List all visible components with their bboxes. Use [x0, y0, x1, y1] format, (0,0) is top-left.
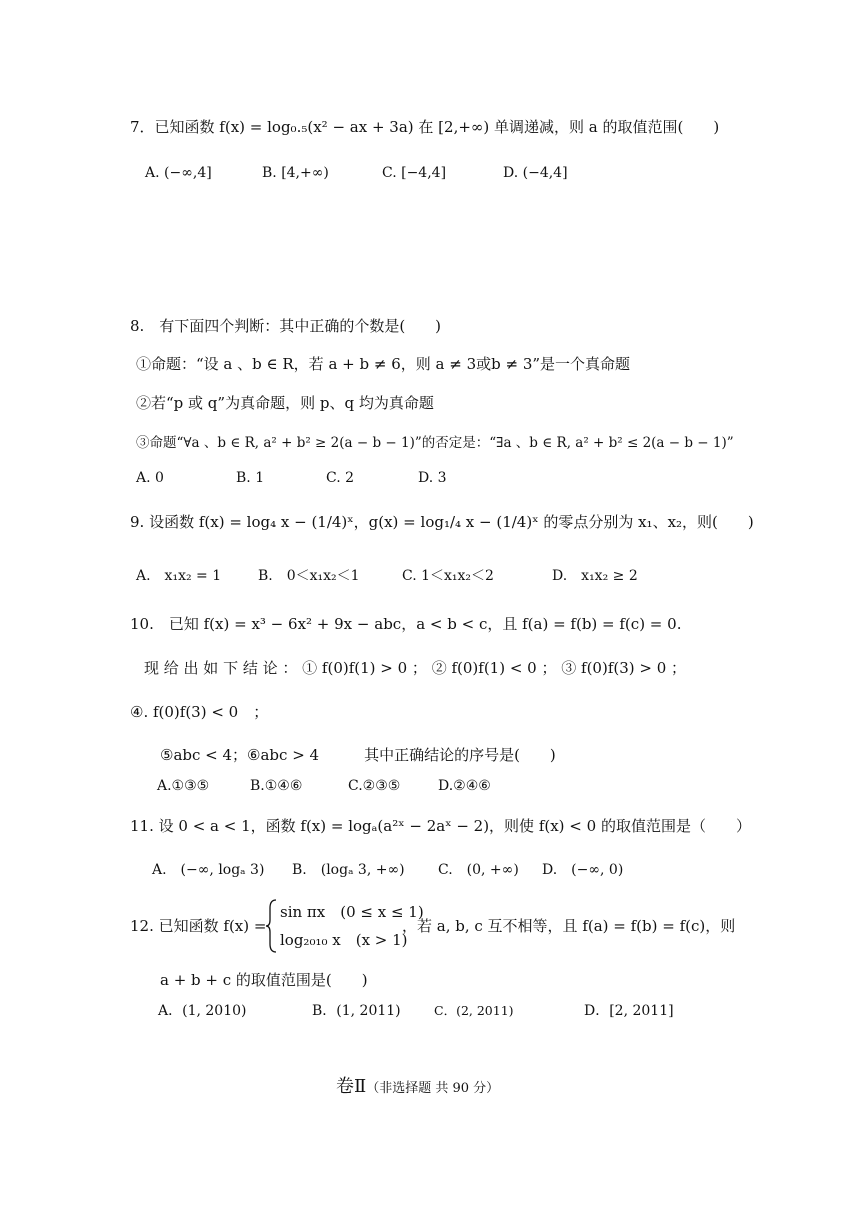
q12-line-2: a + b + c 的取值范围是( ) — [160, 971, 368, 989]
q10-conclusions-line2: ④. f(0)f(3) < 0 ； — [130, 703, 269, 721]
q8-item-1: ①命题：“设 a 、b ∈ R，若 a + b ≠ 6，则 a ≠ 3或b ≠ 3”是一个真命题 — [136, 355, 631, 373]
q10-option-d: D.②④⑥ — [438, 778, 491, 794]
q11-option-b: B. (logₐ 3, +∞) — [292, 862, 405, 878]
q7-option-c: C. [−4,4] — [382, 165, 447, 181]
q11-stem: 11. 设 0 < a < 1，函数 f(x) = logₐ(a²ˣ − 2aˣ − 2)，则使 f(x) < 0 的取值范围是（ ） — [130, 817, 751, 835]
q12-case-2: log₂₀₁₀ x (x > 1) — [280, 931, 408, 949]
q12-option-a: A．(1, 2010) — [158, 1003, 247, 1019]
q8-item-2: ②若“p 或 q”为真命题，则 p、q 均为真命题 — [136, 394, 434, 412]
q12-stem-right: ，若 a, b, c 互不相等，且 f(a) = f(b) = f(c)，则 — [402, 917, 736, 935]
q10-stem: 10. 已知 f(x) = x³ − 6x² + 9x − abc，a < b < c，且 f(a) = f(b) = f(c) = 0. — [130, 615, 682, 633]
q11-option-a: A. (−∞, logₐ 3) — [152, 862, 265, 878]
q8-item-3: ③命题“∀a 、b ∈ R, a² + b² ≥ 2(a − b − 1)”的否定是：“∃a 、b ∈ R, a² + b² ≤ 2(a − b − 1)” — [136, 435, 734, 451]
q7-stem: 7．已知函数 f(x) = log₀.₅(x² − ax + 3a) 在 [2,+∞) 单调递减，则 a 的取值范围( ) — [130, 118, 720, 136]
q10-conclusions-line1: 现 给 出 如 下 结 论 ： ① f(0)f(1) > 0 ； ② f(0)f(1) < 0 ； ③ f(0)f(3) > 0 ； — [144, 659, 687, 677]
q12-option-d: D．[2, 2011] — [584, 1003, 674, 1019]
q10-option-b: B.①④⑥ — [250, 778, 303, 794]
q10-conclusions-line3: ⑤abc < 4；⑥abc > 4 其中正确结论的序号是( ) — [160, 746, 556, 764]
q8-option-b: B. 1 — [236, 470, 265, 486]
q7-option-a: A. (−∞,4] — [145, 165, 212, 181]
q12-option-b: B．(1, 2011) — [312, 1003, 401, 1019]
q12-brace — [264, 898, 278, 954]
q9-option-a: A. x₁x₂ = 1 — [136, 568, 222, 584]
section-header — [336, 1077, 499, 1099]
q12-option-c: C．(2, 2011) — [434, 1003, 514, 1018]
q10-option-a: A.①③⑤ — [157, 778, 210, 794]
q7-option-d: D. (−4,4] — [503, 165, 568, 181]
q12-stem-left: 12. 已知函数 f(x) = — [130, 917, 267, 935]
q11-option-d: D. (−∞, 0) — [542, 862, 624, 878]
q8-option-d: D. 3 — [418, 470, 447, 486]
q11-option-c: C. (0, +∞) — [438, 862, 519, 878]
q8-option-a: A. 0 — [136, 470, 164, 486]
q8-stem: 8. 有下面四个判断：其中正确的个数是( ) — [130, 317, 442, 335]
q9-option-c: C. 1＜x₁x₂＜2 — [402, 568, 494, 584]
section-subtitle: （非选择题 共 90 分） — [366, 1081, 500, 1096]
q9-option-d: D. x₁x₂ ≥ 2 — [552, 568, 638, 584]
section-title: 卷Ⅱ — [336, 1076, 367, 1097]
q9-stem: 9. 设函数 f(x) = log₄ x − (1/4)ˣ，g(x) = log₁/₄ x − (1/4)ˣ 的零点分别为 x₁、x₂，则( ) — [130, 513, 754, 531]
q9-option-b: B. 0＜x₁x₂＜1 — [258, 568, 360, 584]
q12-case-1: sin πx (0 ≤ x ≤ 1) — [280, 903, 424, 921]
q7-option-b: B. [4,+∞) — [262, 165, 329, 181]
q8-option-c: C. 2 — [326, 470, 355, 486]
q10-option-c: C.②③⑤ — [348, 778, 401, 794]
